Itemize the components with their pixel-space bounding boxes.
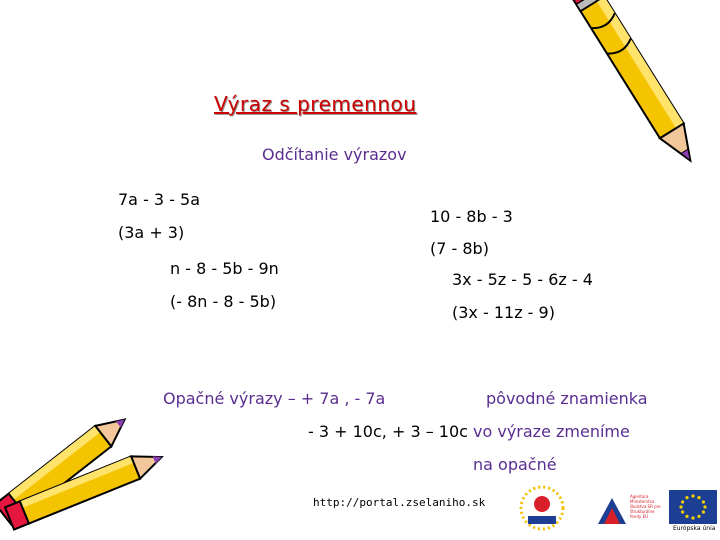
- school-logo: [514, 484, 570, 536]
- opposite-expressions-label: Opačné výrazy – + 7a , - 7a: [163, 389, 386, 408]
- expression-right-2: 3x - 5z - 5 - 6z - 4: [452, 270, 593, 289]
- eu-flag-logo: [669, 490, 717, 536]
- note-line-1: pôvodné znamienka: [486, 389, 648, 408]
- page-title: Výraz s premennou: [214, 92, 417, 116]
- expression-left-1: 7a - 3 - 5a: [118, 190, 201, 209]
- note-line-3: na opačné: [473, 455, 557, 474]
- expression-left-2: n - 8 - 5b - 9n: [170, 259, 279, 278]
- page-subtitle: Odčítanie výrazov: [262, 145, 407, 164]
- expression-right-1-answer: (7 - 8b): [430, 239, 489, 258]
- opposite-expressions-example: - 3 + 10c, + 3 – 10c: [308, 422, 468, 441]
- expression-right-1: 10 - 8b - 3: [430, 207, 513, 226]
- expression-left-1-answer: (3a + 3): [118, 223, 185, 242]
- expression-right-2-answer: (3x - 11z - 9): [452, 303, 555, 322]
- note-line-2: vo výraze zmeníme: [473, 422, 630, 441]
- source-url: http://portal.zselaniho.sk: [313, 496, 486, 509]
- expression-left-2-answer: (- 8n - 8 - 5b): [170, 292, 277, 311]
- eu-logo-text: Európska únia: [673, 525, 716, 532]
- agency-logo: [594, 490, 668, 530]
- agency-logo-text: Agentúra Ministerstva školstva SR pre štrukturálne fondy EÚ: [630, 494, 661, 519]
